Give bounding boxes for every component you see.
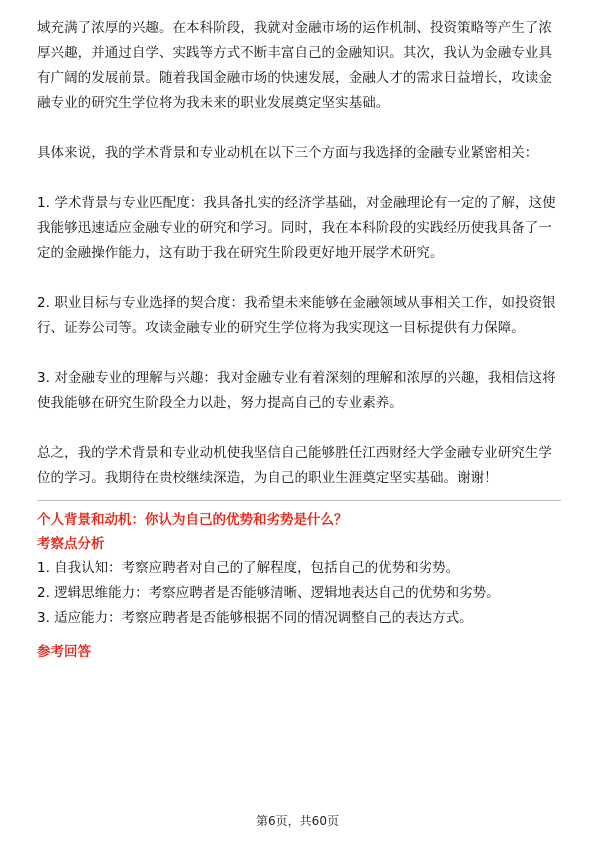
analysis-point: 2. 逻辑思维能力：考察应聘者是否能够清晰、逻辑地表达自己的优势和劣势。 [37, 585, 500, 601]
body-paragraph-4: 2. 职业目标与专业选择的契合度：我希望未来能够在金融领域从事相关工作，如投资银行、证券公司等。攻读金融专业的研究生学位将为我实现这一目标提供有力保障。 [37, 295, 556, 336]
analysis-title: 考察点分析 [37, 536, 105, 552]
paragraph-gap [37, 116, 561, 141]
page-number: 第6页，共60页 [256, 814, 339, 828]
analysis-point: 3. 适应能力：考察应聘者是否能够根据不同的情况调整自己的表达方式。 [37, 610, 473, 626]
document-page [37, 16, 561, 664]
body-paragraph-6: 总之，我的学术背景和专业动机使我坚信自己能够胜任江西财经大学金融专业研究生学位的学习。我期待在贵校继续深造，为自己的职业生涯奠定坚实基础。谢谢！ [37, 445, 552, 486]
paragraph-gap [37, 166, 561, 191]
paragraph-gap [37, 341, 561, 366]
body-paragraph-5: 3. 对金融专业的理解与兴趣：我对金融专业有着深刻的理解和浓厚的兴趣，我相信这将使我能够在研究生阶段全力以赴，努力提高自己的专业素养。 [37, 370, 556, 411]
paragraph-gap [37, 266, 561, 291]
paragraph-gap [37, 416, 561, 441]
reference-answer-title: 参考回答 [37, 644, 91, 660]
section-divider [37, 500, 561, 501]
body-paragraph-3: 1. 学术背景与专业匹配度：我具备扎实的经济学基础，对金融理论有一定的了解，这使我能够迅速适应金融专业的研究和学习。同时，我在本科阶段的实践经历使我具备了一定的金融操作能力，这有助于我在研究生阶段更好地开展学术研究。 [37, 195, 556, 261]
body-paragraph-1: 域充满了浓厚的兴趣。在本科阶段，我就对金融市场的运作机制、投资策略等产生了浓厚兴趣，并通过自学、实践等方式不断丰富自己的金融知识。其次，我认为金融专业具有广阔的发展前景。随着我国金融市场的快速发展，金融人才的需求日益增长，攻读金融专业的研究生学位将为我未来的职业发展奠定坚实基础。 [37, 20, 552, 111]
body-paragraph-2: 具体来说，我的学术背景和专业动机在以下三个方面与我选择的金融专业紧密相关： [37, 145, 539, 161]
question-title: 个人背景和动机：你认为自己的优势和劣势是什么？ [37, 512, 348, 528]
analysis-point: 1. 自我认知：考察应聘者对自己的了解程度，包括自己的优势和劣势。 [37, 560, 460, 576]
